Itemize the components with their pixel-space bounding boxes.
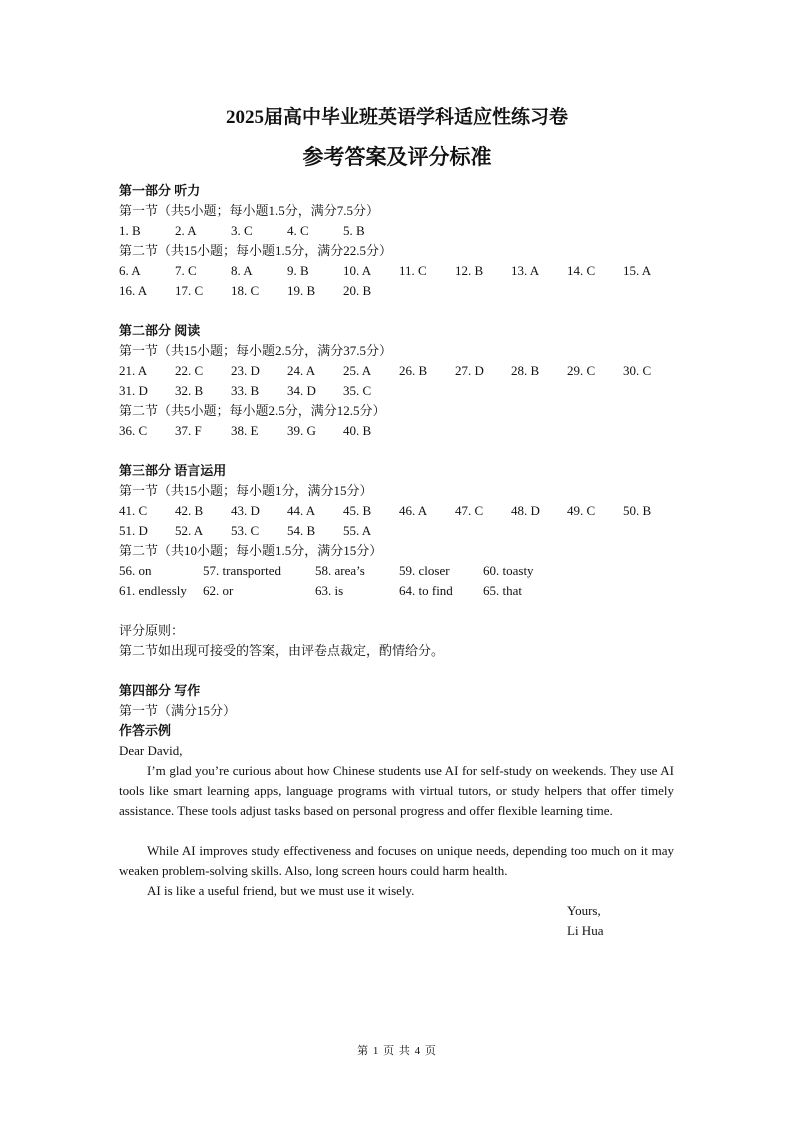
part1-heading: 第一部分 听力 (119, 183, 201, 198)
answer-item: 59. closer (399, 563, 450, 578)
answer-item: 8. A (231, 263, 253, 278)
answer-item: 64. to find (399, 583, 453, 598)
answer-item: 6. A (119, 263, 141, 278)
part1-section1-heading: 第一节（共5小题；每小题1.5分，满分7.5分） (119, 203, 380, 218)
answer-item: 50. B (623, 503, 652, 518)
answer-item: 37. F (175, 423, 202, 438)
answer-item: 30. C (623, 363, 652, 378)
answer-item: 19. B (287, 283, 316, 298)
letter-salutation: Dear David, (119, 743, 183, 758)
answer-item: 38. E (231, 423, 259, 438)
answer-item: 56. on (119, 563, 152, 578)
answer-item: 2. A (175, 223, 197, 238)
answer-item: 62. or (203, 583, 234, 598)
document-title: 2025届高中毕业班英语学科适应性练习卷 (225, 107, 568, 128)
answer-item: 10. A (343, 263, 372, 278)
part4-heading: 第四部分 写作 (119, 683, 201, 698)
answer-item: 1. B (119, 223, 141, 238)
answer-item: 23. D (231, 363, 260, 378)
document-subtitle: 参考答案及评分标准 (302, 145, 492, 169)
answer-item: 44. A (287, 503, 316, 518)
scoring-rule-text: 第二节如出现可接受的答案，由评卷点裁定，酌情给分。 (119, 643, 445, 658)
answer-item: 36. C (119, 423, 148, 438)
part3-section1-heading: 第一节（共15小题；每小题1分，满分15分） (119, 483, 373, 498)
answer-item: 32. B (175, 383, 204, 398)
answer-item: 42. B (175, 503, 204, 518)
answer-item: 63. is (315, 583, 344, 598)
answer-item: 33. B (231, 383, 260, 398)
letter-paragraph-3: AI is like a useful friend, but we must use it wisely. (147, 883, 415, 898)
answer-item: 20. B (343, 283, 372, 298)
answer-item: 12. B (455, 263, 484, 278)
part2-heading: 第二部分 阅读 (119, 323, 201, 338)
answer-item: 34. D (287, 383, 316, 398)
part3-section2-heading: 第二节（共10小题；每小题1.5分，满分15分） (119, 543, 383, 558)
letter-closing: Yours, (567, 903, 601, 918)
answer-item: 55. A (343, 523, 372, 538)
answer-item: 24. A (287, 363, 316, 378)
answer-item: 5. B (343, 223, 365, 238)
answer-item: 4. C (287, 223, 309, 238)
answer-item: 54. B (287, 523, 316, 538)
answer-item: 15. A (623, 263, 652, 278)
answer-item: 17. C (175, 283, 204, 298)
answer-item: 25. A (343, 363, 372, 378)
part1-section2-heading: 第二节（共15小题；每小题1.5分，满分22.5分） (119, 243, 393, 258)
answer-item: 41. C (119, 503, 148, 518)
answer-item: 35. C (343, 383, 372, 398)
letter-paragraph-1: I’m glad you’re curious about how Chinese students use AI for self-study on weekends. They use AI tools like smart learning apps, language programs with virtual tutors, or study helpers that offer timely assistance. These tools adjust tasks based on personal progress and offer flexible learning time. (119, 763, 674, 818)
answer-item: 47. C (455, 503, 484, 518)
answer-item: 49. C (567, 503, 596, 518)
answer-item: 48. D (511, 503, 540, 518)
answer-item: 18. C (231, 283, 260, 298)
answer-item: 22. C (175, 363, 204, 378)
letter-paragraph-2: While AI improves study effectiveness and focuses on unique needs, depending too much on it may weaken problem-solving skills. Also, long screen hours could harm health. (119, 843, 674, 878)
answer-item: 53. C (231, 523, 260, 538)
answer-item: 58. area’s (315, 563, 365, 578)
part2-section1-heading: 第一节（共15小题；每小题2.5分，满分37.5分） (119, 343, 393, 358)
answer-item: 28. B (511, 363, 540, 378)
answer-item: 52. A (175, 523, 204, 538)
answer-item: 60. toasty (483, 563, 534, 578)
answer-item: 45. B (343, 503, 372, 518)
answer-item: 14. C (567, 263, 596, 278)
answer-item: 7. C (175, 263, 197, 278)
part4-section1-heading: 第一节（满分15分） (119, 703, 237, 718)
answer-item: 39. G (287, 423, 316, 438)
answer-item: 46. A (399, 503, 428, 518)
part3-heading: 第三部分 语言运用 (119, 463, 227, 478)
sample-answer-heading: 作答示例 (119, 723, 172, 738)
answer-item: 26. B (399, 363, 428, 378)
answer-item: 40. B (343, 423, 372, 438)
answer-item: 11. C (399, 263, 427, 278)
part2-section2-heading: 第二节（共5小题；每小题2.5分，满分12.5分） (119, 403, 386, 418)
answer-item: 3. C (231, 223, 253, 238)
answer-item: 21. A (119, 363, 148, 378)
answer-item: 57. transported (203, 563, 281, 578)
scoring-rule-heading: 评分原则： (119, 623, 185, 638)
letter-signature: Li Hua (567, 923, 604, 938)
answer-item: 9. B (287, 263, 309, 278)
answer-item: 61. endlessly (119, 583, 187, 598)
answer-item: 51. D (119, 523, 148, 538)
answer-item: 43. D (231, 503, 260, 518)
answer-item: 16. A (119, 283, 148, 298)
answer-item: 27. D (455, 363, 484, 378)
answer-item: 29. C (567, 363, 596, 378)
answer-item: 65. that (483, 583, 522, 598)
answer-item: 31. D (119, 383, 148, 398)
answer-item: 13. A (511, 263, 540, 278)
page-footer: 第 1 页 共 4 页 (357, 1045, 437, 1057)
